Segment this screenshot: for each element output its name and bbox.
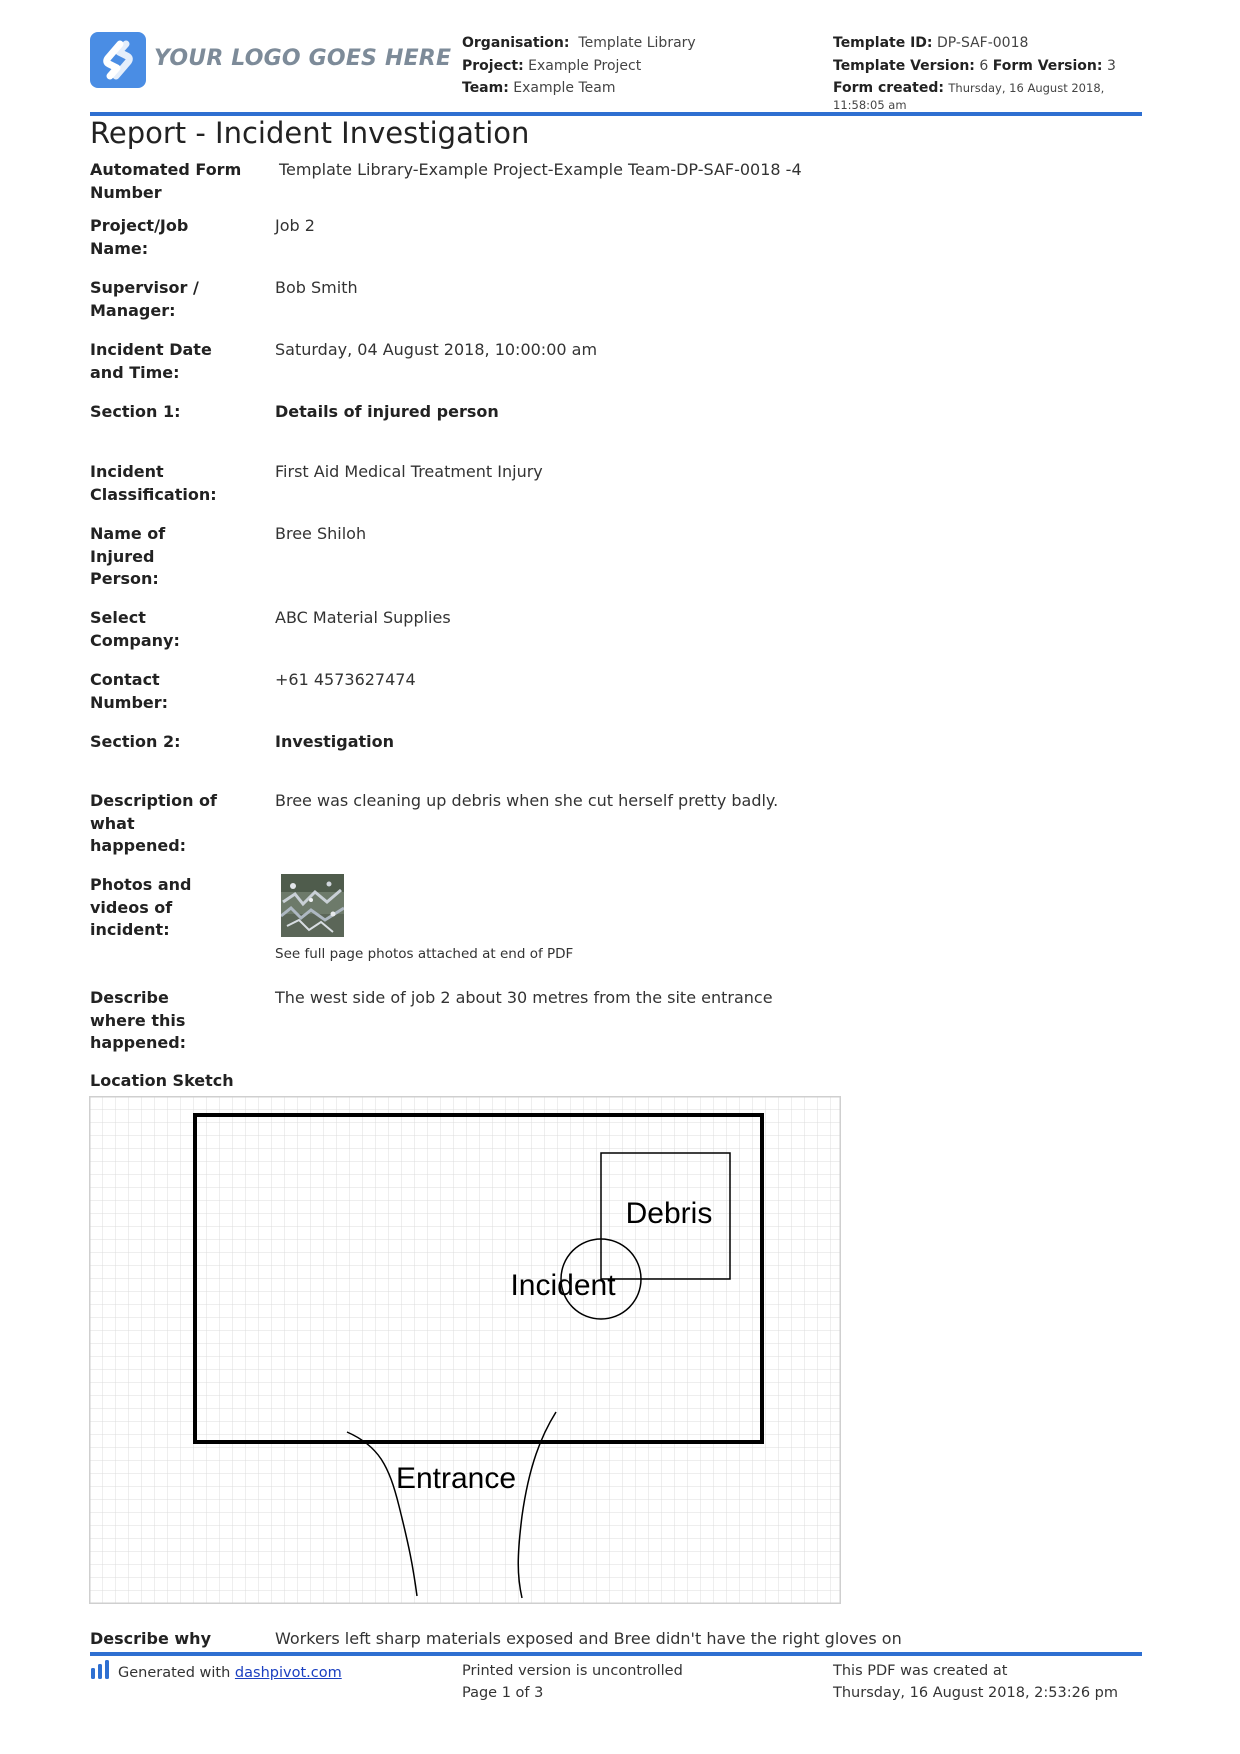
logo [90,32,146,88]
template-version-value: 6 [979,57,989,74]
form-created-label: Form created: [833,80,944,96]
project-value: Example Project [528,57,642,74]
field-label: Select Company: [90,608,180,650]
footer-generated [90,1660,342,1684]
field-value: The west side of job 2 about 30 metres from the site entrance [275,988,773,1007]
template-version-label: Template Version: [833,57,975,74]
dashpivot-icon [90,1660,112,1680]
form-version-value: 3 [1106,57,1116,74]
field-label: Describe where this happened: [90,988,187,1052]
section-label: Section 2: [90,732,181,751]
header-meta-organisation [462,32,802,100]
team-label: Team: [462,80,509,96]
field-label: Describe why [90,1629,211,1648]
dashpivot-link[interactable]: dashpivot.com [234,1665,342,1681]
debris-label: Debris [625,1197,713,1230]
photo-caption: See full page photos attached at end of PDF [275,946,574,962]
field-label: Contact Number: [90,670,169,712]
location-sketch [89,1096,841,1604]
footer-pdf-created [833,1660,1118,1704]
footer-print-info [462,1660,683,1704]
field-label: Name of Injured Person: [90,524,166,588]
section-label: Section 1: [90,402,181,421]
field-value: Bree was cleaning up debris when she cut herself pretty badly. [275,791,779,810]
pdf-created-label: This PDF was created at [833,1663,1008,1679]
header-meta-template [833,32,1153,114]
field-value: Saturday, 04 August 2018, 10:00:00 am [275,340,598,359]
section-title: Investigation [275,732,395,751]
entrance-label: Entrance [395,1462,517,1495]
pdf-created-value: Thursday, 16 August 2018, 2:53:26 pm [833,1685,1119,1701]
field-label: Project/Job Name: [90,216,189,258]
field-value: Bob Smith [275,278,358,297]
incident-photo-thumbnail[interactable] [281,874,344,937]
page-header [90,28,1142,114]
page-number: Page 1 of 3 [462,1685,544,1701]
field-label: Description of what happened: [90,791,218,855]
template-id-value: DP-SAF-0018 [936,35,1029,51]
field-value: +61 4573627474 [275,670,416,689]
field-label: Incident Classification: [90,462,217,504]
field-value: Job 2 [275,216,315,235]
field-label: Automated Form Number [90,160,242,202]
field-label: Supervisor / Manager: [90,278,199,320]
page-footer [90,1660,1142,1710]
field-value: Workers left sharp materials exposed and Bree didn't have the right gloves on [275,1629,902,1648]
footer-rule [90,1652,1142,1656]
project-label: Project: [462,57,524,74]
form-version-label: Form Version: [992,57,1103,74]
team-value: Example Team [513,80,616,96]
incident-label: Incident [510,1269,616,1302]
field-label: Incident Date and Time: [90,340,212,382]
generated-with-text: Generated with [118,1665,231,1681]
field-label: Photos and videos of incident: [90,875,192,939]
page-title: Report - Incident Investigation [90,116,530,150]
field-value: Bree Shiloh [275,524,367,543]
section-title: Details of injured person [275,402,499,421]
field-value: First Aid Medical Treatment Injury [275,462,543,481]
template-id-label: Template ID: [833,35,933,51]
logo-text: YOUR LOGO GOES HERE [154,46,452,71]
location-sketch-label: Location Sketch [90,1071,234,1090]
field-value: ABC Material Supplies [275,608,451,627]
uncontrolled-text: Printed version is uncontrolled [462,1663,683,1679]
organisation-label: Organisation: [462,35,570,51]
logo-icon [90,32,146,88]
field-value: Template Library-Example Project-Example Team-DP-SAF-0018 -4 [279,160,802,179]
form-created-value: Thursday, 16 August 2018, 11:58:05 am [833,81,1105,112]
sketch-canvas [89,1096,841,1604]
organisation-value: Template Library [578,35,696,51]
